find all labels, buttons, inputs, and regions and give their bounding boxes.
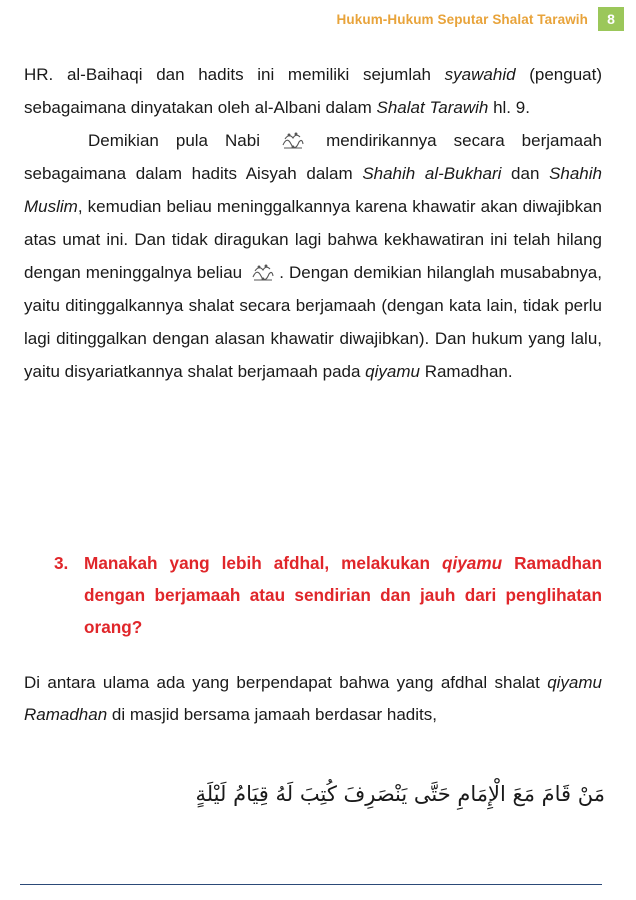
p2-text-3: dan (501, 164, 550, 183)
p1-italic-book-title: Shalat Tarawih (376, 98, 489, 117)
p3-text-1: Di antara ulama ada yang berpendapat bahwa yang afdhal shalat (24, 673, 548, 692)
page-number-badge: 8 (598, 7, 624, 31)
p2-text-6: Ramadhan. (419, 362, 513, 381)
p3-text-2: di masjid bersama jamaah berdasar hadits, (107, 705, 437, 724)
p2-italic-bukhari: Shahih al-Bukhari (362, 164, 502, 183)
section-number: 3. (54, 553, 69, 573)
main-text (24, 58, 602, 388)
p2-text-4: , kemudian beliau meninggalkannya karena khawatir akan diwajibkan atas umat ini. Dan tidak diragukan lagi bahwa kekhawatiran ini telah hilang dengan meninggalnya beliau (24, 197, 602, 282)
section-heading (54, 547, 602, 643)
heading-italic-qiyamu: qiyamu (441, 553, 503, 573)
footer-rule (20, 884, 602, 885)
arabic-hadith-text: مَنْ قَامَ مَعَ الْإِمَامِ حَتَّى يَنْصَرِفَ كُتِبَ لَهُ قِيَامُ لَيْلَةٍ (195, 782, 605, 806)
salawat-calligraphy-icon (251, 262, 275, 282)
p3-italic-qiyamu-ramadhan: qiyamu Ramadhan (24, 673, 602, 724)
paragraph-3 (24, 667, 602, 731)
paragraph-1 (24, 58, 602, 124)
p2-italic-qiyamu: qiyamu (365, 362, 420, 381)
paragraph-2 (24, 124, 602, 388)
section-heading-text (84, 547, 602, 643)
p2-text-1: Demikian pula Nabi (88, 131, 260, 150)
p2-text-5: . Dengan demikian hilanglah musababnya, yaitu ditinggalkannya shalat secara berjamaah (dengan kata lain, tidak perlu lagi ditinggalkan dengan alasan khawatir diwajibkan). Dan hukum yang lalu, yaitu disyariatkannya shalat berjamaah pada (24, 263, 602, 381)
p2-text-2: mendirikannya secara berjamaah sebagaimana dalam hadits Aisyah dalam (24, 131, 603, 183)
p1-text-3: hl. 9. (488, 98, 530, 117)
p1-italic-syawahid: syawahid (444, 65, 516, 84)
salawat-calligraphy-icon (281, 130, 305, 150)
p2-italic-muslim: Shahih Muslim (24, 164, 602, 216)
heading-text-2: Ramadhan dengan berjamaah atau sendirian dan jauh dari penglihatan orang? (84, 553, 602, 637)
p1-text-2: (penguat) sebagaimana dinyatakan oleh al-Albani dalam (24, 65, 602, 117)
p1-text-1: HR. al-Baihaqi dan hadits ini memiliki sejumlah (24, 65, 445, 84)
heading-text-1: Manakah yang lebih afdhal, melakukan (84, 553, 442, 573)
running-header-title: Hukum-Hukum Seputar Shalat Tarawih (336, 12, 588, 27)
